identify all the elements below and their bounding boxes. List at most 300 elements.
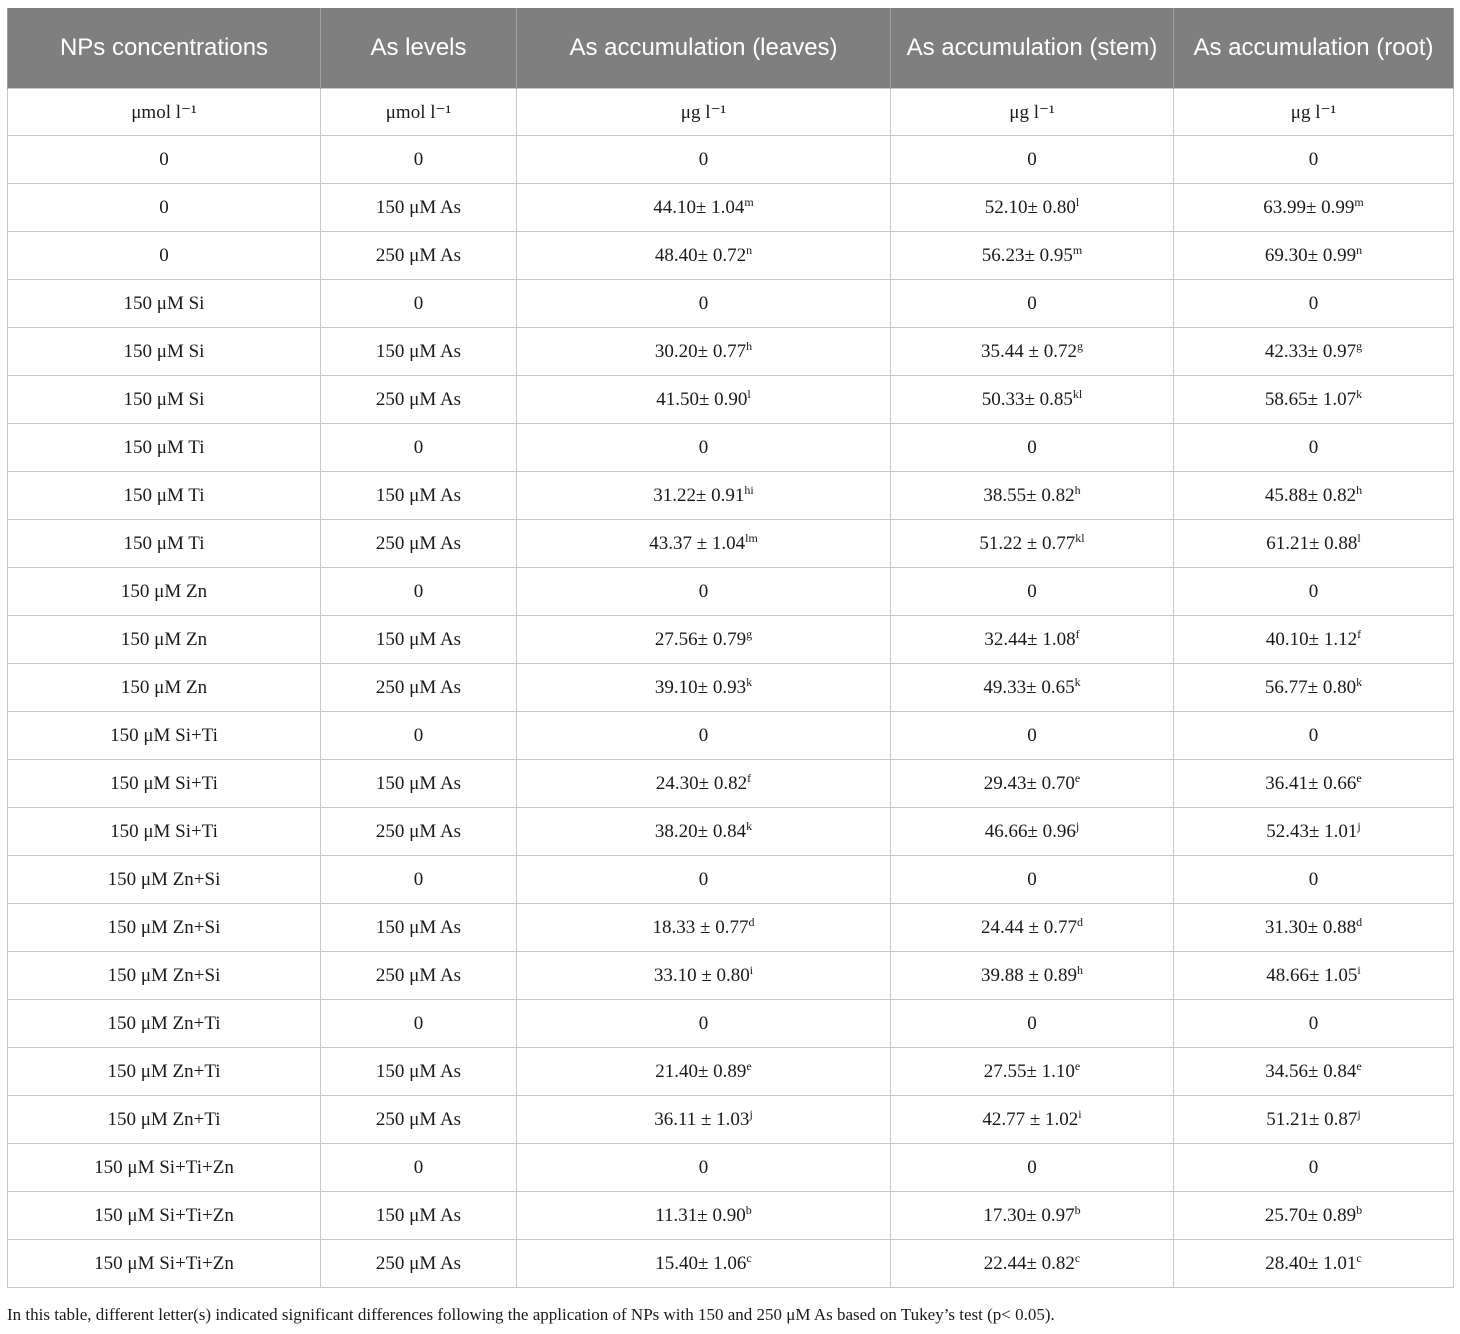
cell-value: 150 μM As bbox=[375, 628, 462, 650]
table-row bbox=[8, 904, 1454, 952]
significance-letter: f bbox=[1357, 626, 1362, 641]
table-cell bbox=[517, 1048, 891, 1096]
table-row bbox=[8, 616, 1454, 664]
cell-value: 0 bbox=[698, 436, 709, 458]
table-cell bbox=[321, 280, 517, 328]
table-cell bbox=[517, 1000, 891, 1048]
cell-value: 0 bbox=[1308, 724, 1319, 746]
cell-value: 0 bbox=[1027, 724, 1037, 746]
cell-value: 150 μM Si+Ti bbox=[110, 772, 218, 794]
significance-letter: e bbox=[746, 1058, 752, 1073]
cell-value: 0 bbox=[1027, 292, 1037, 314]
significance-letter: i bbox=[1357, 962, 1361, 977]
table-cell bbox=[1174, 424, 1454, 472]
table-cell bbox=[1174, 184, 1454, 232]
table-cell bbox=[321, 856, 517, 904]
table-cell bbox=[321, 520, 517, 568]
cell-value: 51.22 ± 0.77 bbox=[979, 532, 1076, 554]
cell-value: 42.77 ± 1.02 bbox=[982, 1108, 1079, 1130]
table-cell bbox=[8, 616, 321, 664]
table-cell bbox=[8, 808, 321, 856]
table-cell bbox=[8, 1144, 321, 1192]
cell-value: 0 bbox=[1027, 1012, 1037, 1034]
significance-letter: d bbox=[1076, 914, 1083, 929]
table-cell bbox=[517, 1096, 891, 1144]
table-row bbox=[8, 136, 1454, 184]
table-cell bbox=[891, 1048, 1174, 1096]
table-cell bbox=[517, 280, 891, 328]
cell-value: 150 μM Zn+Si bbox=[107, 964, 221, 986]
table-row bbox=[8, 520, 1454, 568]
table-cell bbox=[891, 1240, 1174, 1288]
cell-value: 39.88 ± 0.89 bbox=[981, 964, 1077, 986]
significance-letter: l bbox=[747, 386, 751, 401]
table-row bbox=[8, 568, 1454, 616]
table-cell bbox=[517, 136, 891, 184]
cell-value: 150 μM Zn bbox=[120, 580, 208, 602]
header-as-leaves: As accumulation (leaves) bbox=[517, 8, 891, 89]
cell-value: 27.56± 0.79 bbox=[654, 628, 747, 650]
table-cell bbox=[1174, 760, 1454, 808]
significance-letter: g bbox=[746, 626, 753, 641]
table-cell bbox=[321, 1192, 517, 1240]
cell-value: 46.66± 0.96 bbox=[984, 820, 1076, 842]
significance-letter: h bbox=[1074, 482, 1081, 497]
table-cell bbox=[1174, 1096, 1454, 1144]
cell-value: 250 μM As bbox=[375, 388, 462, 410]
cell-value: 38.20± 0.84 bbox=[654, 820, 747, 842]
cell-value: 0 bbox=[698, 724, 709, 746]
table-cell bbox=[8, 328, 321, 376]
cell-value: 0 bbox=[1027, 580, 1037, 602]
cell-value: 36.11 ± 1.03 bbox=[654, 1108, 750, 1130]
significance-letter: l bbox=[1075, 194, 1080, 209]
cell-value: 0 bbox=[1308, 292, 1319, 314]
table-cell bbox=[1174, 1000, 1454, 1048]
cell-value: 11.31± 0.90 bbox=[655, 1204, 746, 1226]
cell-value: 150 μM Zn+Ti bbox=[107, 1012, 221, 1034]
cell-value: 0 bbox=[413, 1012, 424, 1034]
cell-value: 63.99± 0.99 bbox=[1263, 196, 1355, 218]
table-cell bbox=[891, 760, 1174, 808]
table-cell bbox=[8, 712, 321, 760]
table-row bbox=[8, 1144, 1454, 1192]
cell-value: 150 μM Si bbox=[123, 388, 205, 410]
table-row bbox=[8, 376, 1454, 424]
cell-value: 0 bbox=[698, 580, 709, 602]
cell-value: 15.40± 1.06 bbox=[655, 1252, 747, 1274]
table-cell bbox=[8, 1240, 321, 1288]
significance-letter: j bbox=[1357, 1106, 1361, 1121]
table-cell bbox=[517, 328, 891, 376]
table-cell bbox=[517, 664, 891, 712]
cell-value: 150 μM Si bbox=[123, 292, 205, 314]
cell-value: 150 μM As bbox=[375, 484, 462, 506]
table-footnote: In this table, different letter(s) indicated significant differences following the application of NPs with 150 and 250 μM As based on Tukey’s test (p< 0.05). bbox=[7, 1305, 1055, 1324]
table-cell bbox=[1174, 856, 1454, 904]
significance-letter: e bbox=[1356, 1058, 1362, 1073]
unit-cell: μg l⁻¹ bbox=[517, 89, 891, 136]
significance-letter: h bbox=[1076, 962, 1083, 977]
table-cell bbox=[8, 568, 321, 616]
significance-letter: j bbox=[749, 1106, 753, 1121]
table-cell bbox=[8, 856, 321, 904]
cell-value: 150 μM Si+Ti+Zn bbox=[94, 1252, 234, 1274]
cell-value: 52.43± 1.01 bbox=[1266, 820, 1358, 842]
cell-value: 31.22± 0.91 bbox=[653, 484, 745, 506]
table-cell bbox=[517, 856, 891, 904]
as-accumulation-table bbox=[7, 8, 1454, 1288]
cell-value: 44.10± 1.04 bbox=[653, 196, 745, 218]
cell-value: 150 μM Zn+Ti bbox=[107, 1108, 221, 1130]
table-cell bbox=[517, 568, 891, 616]
table-cell bbox=[517, 424, 891, 472]
table-cell bbox=[321, 1144, 517, 1192]
significance-letter: lm bbox=[745, 530, 758, 545]
significance-letter: f bbox=[1075, 626, 1080, 641]
cell-value: 0 bbox=[1027, 148, 1037, 170]
significance-letter: i bbox=[1078, 1106, 1082, 1121]
cell-value: 0 bbox=[159, 244, 169, 266]
table-cell bbox=[1174, 136, 1454, 184]
table-cell bbox=[321, 952, 517, 1000]
cell-value: 24.44 ± 0.77 bbox=[981, 916, 1077, 938]
cell-value: 45.88± 0.82 bbox=[1264, 484, 1357, 506]
table-row bbox=[8, 1240, 1454, 1288]
cell-value: 29.43± 0.70 bbox=[983, 772, 1075, 794]
table-cell bbox=[891, 376, 1174, 424]
cell-value: 31.30± 0.88 bbox=[1264, 916, 1357, 938]
table-cell bbox=[321, 712, 517, 760]
table-cell bbox=[517, 472, 891, 520]
table-cell bbox=[321, 1048, 517, 1096]
cell-value: 150 μM Ti bbox=[123, 484, 205, 506]
table-cell bbox=[321, 1096, 517, 1144]
cell-value: 0 bbox=[698, 148, 709, 170]
header-as-root: As accumulation (root) bbox=[1174, 8, 1454, 89]
cell-value: 52.10± 0.80 bbox=[984, 196, 1076, 218]
cell-value: 0 bbox=[1308, 868, 1319, 890]
table-cell bbox=[1174, 472, 1454, 520]
table-cell bbox=[891, 952, 1174, 1000]
cell-value: 150 μM Zn+Si bbox=[107, 916, 221, 938]
table-cell bbox=[8, 760, 321, 808]
table-cell bbox=[1174, 664, 1454, 712]
cell-value: 250 μM As bbox=[375, 964, 462, 986]
significance-letter: e bbox=[1074, 1058, 1081, 1073]
cell-value: 250 μM As bbox=[375, 1252, 462, 1274]
cell-value: 0 bbox=[1308, 580, 1319, 602]
cell-value: 150 μM As bbox=[375, 1204, 462, 1226]
table-cell bbox=[8, 520, 321, 568]
table-cell bbox=[321, 904, 517, 952]
table-cell bbox=[891, 472, 1174, 520]
significance-letter: kl bbox=[1072, 386, 1083, 401]
cell-value: 21.40± 0.89 bbox=[655, 1060, 747, 1082]
table-row bbox=[8, 184, 1454, 232]
table-row bbox=[8, 664, 1454, 712]
table-cell bbox=[1174, 1048, 1454, 1096]
table-cell bbox=[1174, 232, 1454, 280]
cell-value: 18.33 ± 0.77 bbox=[652, 916, 749, 938]
table-cell bbox=[517, 184, 891, 232]
cell-value: 49.33± 0.65 bbox=[983, 676, 1075, 698]
cell-value: 50.33± 0.85 bbox=[981, 388, 1073, 410]
significance-letter: k bbox=[1356, 674, 1363, 689]
significance-letter: e bbox=[1356, 770, 1362, 785]
cell-value: 150 μM As bbox=[375, 772, 462, 794]
table-cell bbox=[1174, 280, 1454, 328]
table-cell bbox=[1174, 1192, 1454, 1240]
significance-letter: c bbox=[746, 1250, 752, 1265]
table-cell bbox=[321, 616, 517, 664]
significance-letter: j bbox=[1075, 818, 1080, 833]
table-row bbox=[8, 424, 1454, 472]
table-cell bbox=[1174, 808, 1454, 856]
table-cell bbox=[8, 904, 321, 952]
cell-value: 35.44 ± 0.72 bbox=[981, 340, 1077, 362]
table-cell bbox=[517, 1240, 891, 1288]
table-cell bbox=[321, 424, 517, 472]
significance-letter: i bbox=[749, 962, 754, 977]
cell-value: 150 μM Si+Ti+Zn bbox=[94, 1156, 234, 1178]
significance-letter: g bbox=[1356, 338, 1363, 353]
table-cell bbox=[8, 1096, 321, 1144]
cell-value: 150 μM Zn+Ti bbox=[107, 1060, 221, 1082]
table-cell bbox=[891, 1000, 1174, 1048]
cell-value: 36.41± 0.66 bbox=[1265, 772, 1357, 794]
table-cell bbox=[321, 136, 517, 184]
table-cell bbox=[891, 616, 1174, 664]
cell-value: 0 bbox=[413, 292, 424, 314]
header-as-stem: As accumulation (stem) bbox=[891, 8, 1174, 89]
significance-letter: hi bbox=[744, 482, 754, 497]
table-cell bbox=[8, 232, 321, 280]
cell-value: 250 μM As bbox=[375, 532, 462, 554]
table-cell bbox=[891, 664, 1174, 712]
table-cell bbox=[321, 568, 517, 616]
table-row bbox=[8, 1048, 1454, 1096]
table-cell bbox=[8, 472, 321, 520]
significance-letter: k bbox=[746, 674, 753, 689]
units-row bbox=[8, 89, 1454, 136]
table-cell bbox=[891, 1144, 1174, 1192]
significance-letter: m bbox=[1354, 194, 1364, 209]
table-cell bbox=[891, 520, 1174, 568]
cell-value: 0 bbox=[1027, 436, 1037, 458]
table-cell bbox=[891, 808, 1174, 856]
significance-letter: e bbox=[1074, 770, 1081, 785]
table-cell bbox=[891, 184, 1174, 232]
data-table-container bbox=[7, 8, 1453, 1288]
significance-letter: h bbox=[746, 338, 753, 353]
cell-value: 28.40± 1.01 bbox=[1265, 1252, 1357, 1274]
table-cell bbox=[321, 808, 517, 856]
cell-value: 0 bbox=[1308, 148, 1319, 170]
table-row bbox=[8, 472, 1454, 520]
cell-value: 150 μM Si+Ti bbox=[110, 724, 218, 746]
table-cell bbox=[891, 1192, 1174, 1240]
cell-value: 40.10± 1.12 bbox=[1265, 628, 1358, 650]
cell-value: 0 bbox=[413, 436, 424, 458]
table-cell bbox=[8, 280, 321, 328]
table-cell bbox=[8, 376, 321, 424]
table-cell bbox=[891, 1096, 1174, 1144]
table-cell bbox=[891, 328, 1174, 376]
header-row bbox=[8, 8, 1454, 89]
cell-value: 41.50± 0.90 bbox=[656, 388, 748, 410]
significance-letter: m bbox=[1072, 242, 1083, 257]
significance-letter: k bbox=[1356, 386, 1363, 401]
significance-letter: b bbox=[745, 1202, 752, 1217]
significance-letter: b bbox=[1074, 1202, 1081, 1217]
cell-value: 51.21± 0.87 bbox=[1266, 1108, 1358, 1130]
cell-value: 56.23± 0.95 bbox=[981, 244, 1073, 266]
unit-cell: μg l⁻¹ bbox=[1174, 89, 1454, 136]
table-cell bbox=[321, 1000, 517, 1048]
cell-value: 0 bbox=[413, 868, 424, 890]
cell-value: 0 bbox=[159, 196, 169, 218]
table-cell bbox=[891, 568, 1174, 616]
cell-value: 0 bbox=[413, 580, 424, 602]
table-cell bbox=[8, 1000, 321, 1048]
cell-value: 0 bbox=[698, 868, 709, 890]
table-cell bbox=[1174, 904, 1454, 952]
cell-value: 0 bbox=[1308, 1156, 1319, 1178]
table-cell bbox=[1174, 952, 1454, 1000]
significance-letter: g bbox=[1076, 338, 1083, 353]
table-cell bbox=[517, 808, 891, 856]
cell-value: 0 bbox=[413, 148, 424, 170]
unit-cell: μmol l⁻¹ bbox=[8, 89, 321, 136]
cell-value: 0 bbox=[698, 1012, 709, 1034]
cell-value: 0 bbox=[159, 148, 169, 170]
table-row bbox=[8, 712, 1454, 760]
cell-value: 30.20± 0.77 bbox=[654, 340, 747, 362]
significance-letter: k bbox=[1074, 674, 1081, 689]
significance-letter: h bbox=[1356, 482, 1363, 497]
table-cell bbox=[8, 424, 321, 472]
unit-cell: μmol l⁻¹ bbox=[321, 89, 517, 136]
table-cell bbox=[891, 424, 1174, 472]
table-cell bbox=[8, 1048, 321, 1096]
table-row bbox=[8, 232, 1454, 280]
cell-value: 32.44± 1.08 bbox=[984, 628, 1076, 650]
significance-letter: n bbox=[1356, 242, 1363, 257]
cell-value: 150 μM As bbox=[375, 340, 462, 362]
cell-value: 0 bbox=[698, 1156, 709, 1178]
header-nps-concentrations: NPs concentrations bbox=[8, 8, 321, 89]
table-cell bbox=[1174, 1144, 1454, 1192]
table-cell bbox=[321, 328, 517, 376]
cell-value: 25.70± 0.89 bbox=[1264, 1204, 1357, 1226]
table-row bbox=[8, 808, 1454, 856]
table-cell bbox=[517, 616, 891, 664]
table-cell bbox=[8, 664, 321, 712]
significance-letter: c bbox=[1356, 1250, 1362, 1265]
table-cell bbox=[1174, 568, 1454, 616]
cell-value: 56.77± 0.80 bbox=[1264, 676, 1357, 698]
table-row bbox=[8, 952, 1454, 1000]
cell-value: 39.10± 0.93 bbox=[654, 676, 747, 698]
cell-value: 0 bbox=[1027, 1156, 1037, 1178]
significance-letter: d bbox=[748, 914, 755, 929]
cell-value: 250 μM As bbox=[375, 820, 462, 842]
table-cell bbox=[891, 712, 1174, 760]
table-row bbox=[8, 1096, 1454, 1144]
cell-value: 0 bbox=[698, 292, 709, 314]
table-cell bbox=[321, 232, 517, 280]
table-row bbox=[8, 1192, 1454, 1240]
table-row bbox=[8, 760, 1454, 808]
cell-value: 250 μM As bbox=[375, 244, 462, 266]
cell-value: 48.40± 0.72 bbox=[654, 244, 747, 266]
cell-value: 150 μM As bbox=[375, 1060, 462, 1082]
table-cell bbox=[891, 232, 1174, 280]
table-body bbox=[8, 89, 1454, 1288]
cell-value: 150 μM Si bbox=[123, 340, 205, 362]
cell-value: 42.33± 0.97 bbox=[1264, 340, 1357, 362]
table-cell bbox=[517, 712, 891, 760]
unit-cell: μg l⁻¹ bbox=[891, 89, 1174, 136]
table-cell bbox=[517, 232, 891, 280]
cell-value: 61.21± 0.88 bbox=[1266, 532, 1358, 554]
significance-letter: kl bbox=[1075, 530, 1085, 545]
cell-value: 43.37 ± 1.04 bbox=[649, 532, 746, 554]
table-row bbox=[8, 1000, 1454, 1048]
cell-value: 27.55± 1.10 bbox=[983, 1060, 1075, 1082]
table-cell bbox=[517, 376, 891, 424]
table-cell bbox=[1174, 712, 1454, 760]
table-cell bbox=[891, 280, 1174, 328]
significance-letter: f bbox=[747, 770, 752, 785]
cell-value: 24.30± 0.82 bbox=[655, 772, 748, 794]
table-cell bbox=[517, 1144, 891, 1192]
table-cell bbox=[8, 184, 321, 232]
cell-value: 0 bbox=[1308, 1012, 1319, 1034]
table-row bbox=[8, 856, 1454, 904]
table-cell bbox=[321, 664, 517, 712]
table-cell bbox=[321, 184, 517, 232]
cell-value: 22.44± 0.82 bbox=[983, 1252, 1075, 1274]
cell-value: 150 μM Ti bbox=[123, 532, 205, 554]
table-row bbox=[8, 280, 1454, 328]
cell-value: 69.30± 0.99 bbox=[1264, 244, 1357, 266]
cell-value: 150 μM As bbox=[375, 196, 462, 218]
cell-value: 38.55± 0.82 bbox=[983, 484, 1075, 506]
cell-value: 150 μM Si+Ti bbox=[110, 820, 218, 842]
table-cell bbox=[517, 952, 891, 1000]
cell-value: 0 bbox=[413, 1156, 424, 1178]
table-cell bbox=[517, 520, 891, 568]
table-cell bbox=[321, 376, 517, 424]
table-cell bbox=[321, 760, 517, 808]
table-cell bbox=[321, 1240, 517, 1288]
table-cell bbox=[517, 904, 891, 952]
header-as-levels: As levels bbox=[321, 8, 517, 89]
cell-value: 58.65± 1.07 bbox=[1264, 388, 1357, 410]
cell-value: 17.30± 0.97 bbox=[983, 1204, 1075, 1226]
table-cell bbox=[891, 136, 1174, 184]
table-cell bbox=[1174, 376, 1454, 424]
significance-letter: n bbox=[746, 242, 753, 257]
table-cell bbox=[517, 1192, 891, 1240]
cell-value: 250 μM As bbox=[375, 1108, 462, 1130]
significance-letter: b bbox=[1356, 1202, 1363, 1217]
cell-value: 150 μM Zn+Si bbox=[107, 868, 221, 890]
cell-value: 48.66± 1.05 bbox=[1266, 964, 1358, 986]
table-header bbox=[8, 8, 1454, 89]
